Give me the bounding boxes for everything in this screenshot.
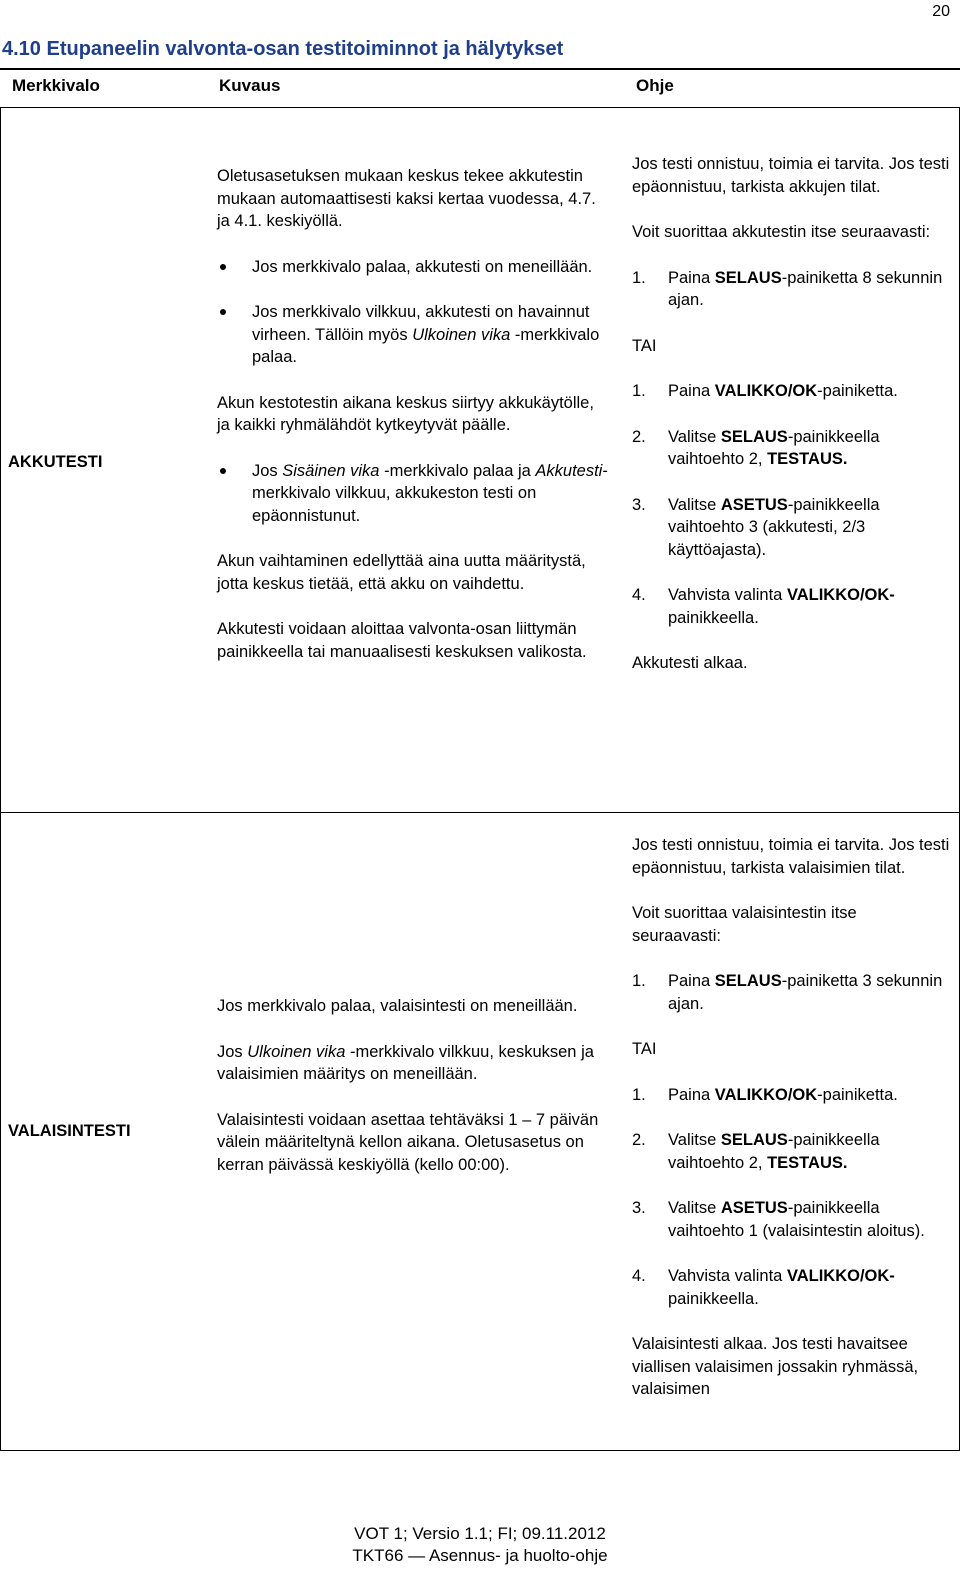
akkutesti-guide-end: Akkutesti alkaa. [632, 654, 748, 672]
akkutesti-or: TAI [632, 336, 657, 355]
row-label-akkutesti: AKKUTESTI [8, 453, 103, 471]
akkutesti-step: 1. Paina SELAUS-painiketta 8 sekunnin ajan. [632, 268, 943, 309]
valaisintesti-guide [632, 834, 950, 1401]
footer-version: VOT 1; Versio 1.1; FI; 09.11.2012 [354, 1524, 606, 1543]
header-ohje: Ohje [636, 76, 674, 95]
akkutesti-guide-self: Voit suorittaa akkutestin itse seuraavasti: [632, 223, 931, 241]
akkutesti-start-note: Akkutesti voidaan aloittaa valvonta-osan liittymän painikkeella tai manuaalisesti keskuksen valikosta. [217, 620, 587, 661]
akkutesti-charging-note: Akun kestotestin aikana keskus siirtyy akkukäytölle, ja kaikki ryhmälähdöt kytkeytyvät päälle. [217, 393, 594, 434]
title-rule [0, 68, 960, 70]
table-left-border [0, 107, 1, 1451]
row-divider [0, 812, 960, 813]
header-rule [0, 107, 960, 108]
akkutesti-bullet-3: Jos Sisäinen vika -merkkivalo palaa ja Akkutesti-merkkivalo vilkkuu, akkukeston testi on epäonnistunut. [217, 460, 609, 528]
valaisintesti-guide-end: Valaisintesti alkaa. Jos testi havaitsee viallisen valaisimen jossakin ryhmässä, valaisimen [632, 1335, 919, 1398]
valaisintesti-schedule-note: Valaisintesti voidaan asettaa tehtäväksi 1 – 7 päivän välein määriteltynä kellon aikana. Oletusasetus on kerran päivässä keskiyöllä (kello 00:00). [217, 1110, 599, 1174]
akkutesti-bullet-1: Jos merkkivalo palaa, akkutesti on meneillään. [217, 256, 609, 279]
akkutesti-guide-result: Jos testi onnistuu, toimia ei tarvita. Jos testi epäonnistuu, tarkista akkujen tilat. [632, 155, 950, 196]
valaisintesti-or: TAI [632, 1040, 657, 1058]
valaisintesti-status-2: Jos Ulkoinen vika -merkkivalo vilkkuu, keskuksen ja valaisimien määritys on meneillään. [217, 1042, 594, 1083]
valaisintesti-guide-self: Voit suorittaa valaisintestin itse seuraavasti: [632, 904, 857, 945]
valaisintesti-step: 1. Paina SELAUS-painiketta 3 sekunnin ajan. [632, 972, 943, 1013]
valaisintesti-step: 1. Paina VALIKKO/OK-painiketta. [632, 1085, 898, 1104]
section-title: 4.10 Etupaneelin valvonta-osan testitoiminnot ja hälytykset [2, 38, 564, 60]
valaisintesti-step: 3. Valitse ASETUS-painikkeella vaihtoehto 1 (valaisintestin aloitus). [632, 1199, 925, 1240]
header-merkkivalo: Merkkivalo [12, 76, 100, 95]
footer-document: TKT66 — Asennus- ja huolto-ohje [352, 1546, 608, 1565]
valaisintesti-description [217, 995, 609, 1176]
valaisintesti-status-1: Jos merkkivalo palaa, valaisintesti on meneillään. [217, 997, 578, 1015]
akkutesti-step: 1. Paina VALIKKO/OK-painiketta. [632, 382, 898, 400]
akkutesti-bullet-2: Jos merkkivalo vilkkuu, akkutesti on havainnut virheen. Tällöin myös Ulkoinen vika -merkkivalo palaa. [217, 301, 609, 369]
akkutesti-description [217, 165, 609, 663]
akkutesti-intro: Oletusasetuksen mukaan keskus tekee akkutestin mukaan automaattisesti kaksi kertaa vuodessa, 4.7. ja 4.1. keskiyöllä. [217, 167, 596, 230]
akkutesti-step: 2. Valitse SELAUS-painikkeella vaihtoehto 2, TESTAUS. [632, 427, 880, 468]
table-bottom-rule [0, 1450, 960, 1451]
valaisintesti-step: 4. Vahvista valinta VALIKKO/OK-painikkeella. [632, 1267, 895, 1308]
akkutesti-replace-note: Akun vaihtaminen edellyttää aina uutta määritystä, jotta keskus tietää, että akku on vaihdettu. [217, 552, 586, 593]
akkutesti-step: 4. Vahvista valinta VALIKKO/OK-painikkeella. [632, 586, 895, 627]
akkutesti-step: 3. Valitse ASETUS-painikkeella vaihtoehto 3 (akkutesti, 2/3 käyttöajasta). [632, 495, 880, 559]
row-label-valaisintesti: VALAISINTESTI [8, 1122, 131, 1140]
akkutesti-guide [632, 153, 950, 675]
valaisintesti-step: 2. Valitse SELAUS-painikkeella vaihtoehto 2, TESTAUS. [632, 1131, 880, 1172]
page-number: 20 [932, 3, 950, 20]
valaisintesti-guide-result: Jos testi onnistuu, toimia ei tarvita. Jos testi epäonnistuu, tarkista valaisimien tilat. [632, 836, 950, 877]
header-kuvaus: Kuvaus [219, 76, 281, 95]
